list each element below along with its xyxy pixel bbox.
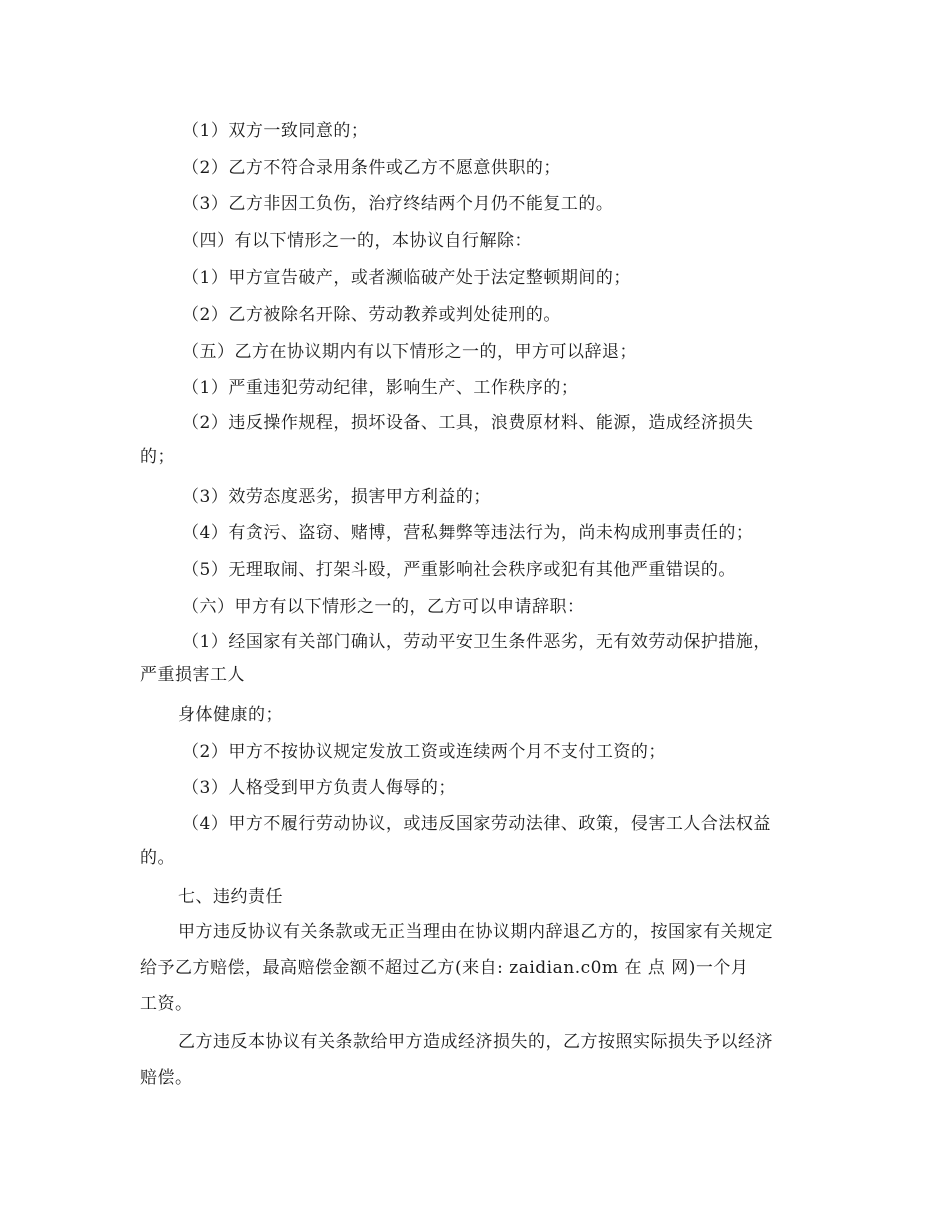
clause-line: （2）乙方被除名开除、劳动教养或判处徒刑的。 <box>182 305 561 325</box>
paragraph-line: 甲方违反协议有关条款或无正当理由在协议期内辞退乙方的，按国家有关规定 <box>178 922 773 942</box>
clause-line-continuation: 的。 <box>140 848 175 868</box>
clause-line: （4）有贪污、盗窃、赌博，营私舞弊等违法行为，尚未构成刑事责任的； <box>182 523 754 543</box>
clause-line: （3）效劳态度恶劣，损害甲方利益的； <box>182 487 491 507</box>
paragraph-line: 赔偿。 <box>140 1068 193 1088</box>
clause-heading: （五）乙方在协议期内有以下情形之一的，甲方可以辞退； <box>182 342 637 362</box>
section-heading: 七、违约责任 <box>178 887 283 907</box>
clause-line-continuation: 身体健康的； <box>178 705 283 725</box>
clause-line-continuation: 的； <box>140 447 175 467</box>
clause-line: （1）经国家有关部门确认，劳动平安卫生条件恶劣，无有效劳动保护措施， <box>182 632 771 652</box>
paragraph-line: 给予乙方赔偿，最高赔偿金额不超过乙方(来自: zaidian.c0m 在 点 网)一个月 <box>140 958 749 978</box>
clause-line: （1）甲方宣告破产，或者濒临破产处于法定整顿期间的； <box>182 268 631 288</box>
clause-line: （3）人格受到甲方负责人侮辱的； <box>182 778 456 798</box>
clause-line: （2）甲方不按协议规定发放工资或连续两个月不支付工资的； <box>182 742 666 762</box>
clause-line: （2）乙方不符合录用条件或乙方不愿意供职的； <box>182 158 561 178</box>
clause-line-continuation: 严重损害工人 <box>140 665 245 685</box>
paragraph-line: 工资。 <box>140 994 193 1014</box>
clause-heading: （四）有以下情形之一的，本协议自行解除： <box>182 231 532 251</box>
clause-line: （1）严重违犯劳动纪律，影响生产、工作秩序的； <box>182 378 579 398</box>
clause-line: （2）违反操作规程，损坏设备、工具，浪费原材料、能源，造成经济损失 <box>182 413 754 433</box>
clause-line: （1）双方一致同意的； <box>182 121 369 141</box>
clause-line: （4）甲方不履行劳动协议，或违反国家劳动法律、政策，侵害工人合法权益 <box>182 814 771 834</box>
paragraph-line: 乙方违反本协议有关条款给甲方造成经济损失的，乙方按照实际损失予以经济 <box>178 1032 773 1052</box>
clause-line: （5）无理取闹、打架斗殴，严重影响社会秩序或犯有其他严重错误的。 <box>182 560 736 580</box>
clause-heading: （六）甲方有以下情形之一的，乙方可以申请辞职： <box>182 597 585 617</box>
clause-line: （3）乙方非因工负伤，治疗终结两个月仍不能复工的。 <box>182 194 614 214</box>
